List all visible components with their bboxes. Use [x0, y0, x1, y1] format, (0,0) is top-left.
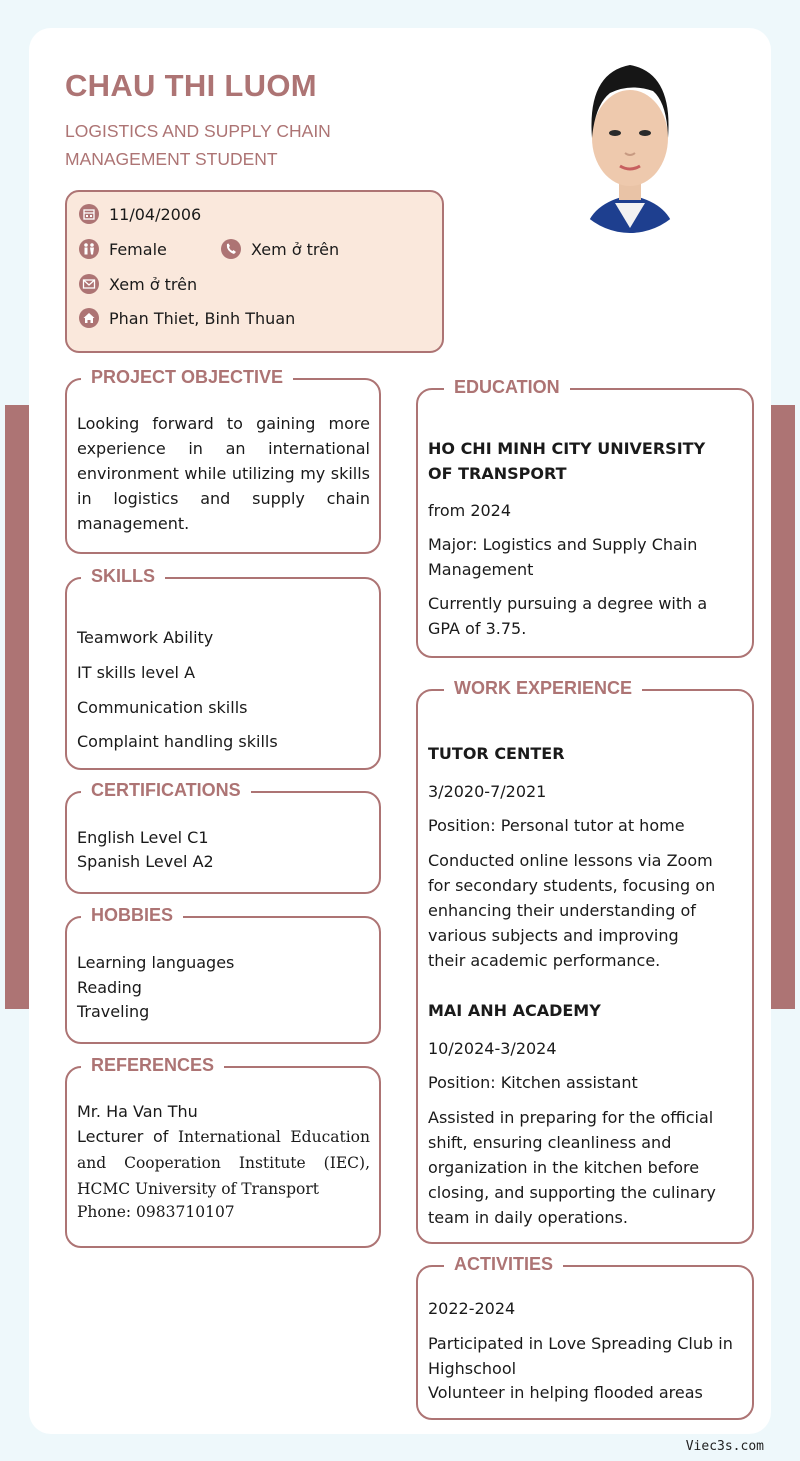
- gender-row: [79, 239, 167, 259]
- work-title: WORK EXPERIENCE: [444, 678, 642, 699]
- education-title: EDUCATION: [444, 377, 570, 398]
- education-note: Currently pursuing a degree with a GPA of 3.75.: [428, 594, 708, 638]
- job-company: TUTOR CENTER: [428, 744, 565, 763]
- job-position: Position: Personal tutor at home: [428, 816, 685, 835]
- email-value[interactable]: Xem ở trên: [109, 274, 198, 294]
- skills-title: SKILLS: [81, 566, 165, 587]
- job-period: 3/2020-7/2021: [428, 782, 547, 801]
- home-icon: [79, 308, 99, 328]
- education-school: HO CHI MINH CITY UNIVERSITY OF TRANSPORT: [428, 439, 706, 483]
- work-experience-section: [416, 678, 754, 1244]
- skill-item: Teamwork Ability: [77, 628, 214, 647]
- reference-name: Mr. Ha Van Thu: [77, 1102, 198, 1121]
- gender-icon: [79, 239, 99, 259]
- reference-organization: International Education and Cooperation Institute (IEC), HCMC University of Transport: [77, 1128, 370, 1198]
- hobby-item: Traveling: [77, 1002, 150, 1021]
- job-description: Conducted online lessons via Zoom for secondary students, focusing on enhancing their understanding of various subjects and improving their academic performance.: [428, 851, 716, 970]
- address-row: [79, 308, 295, 328]
- email-row: [79, 274, 197, 294]
- dob-value: 11/04/2006: [109, 204, 202, 224]
- job-description: Assisted in preparing for the official shift, ensuring cleanliness and organization in the kitchen before closing, and supporting the culinary team in daily operations.: [428, 1108, 716, 1227]
- certification-item: Spanish Level A2: [77, 852, 214, 871]
- job-title: LOGISTICS AND SUPPLY CHAIN MANAGEMENT STUDENT: [65, 121, 331, 169]
- candidate-name: CHAU THI LUOM: [65, 68, 317, 103]
- activity-item: Participated in Love Spreading Club in Highschool: [428, 1334, 733, 1378]
- skill-item: IT skills level A: [77, 663, 196, 682]
- job-company: MAI ANH ACADEMY: [428, 1001, 601, 1020]
- watermark: Viec3s.com: [685, 1439, 764, 1454]
- activities-section: [416, 1254, 754, 1420]
- phone-row: [221, 239, 339, 259]
- right-accent-band: [771, 405, 795, 1009]
- email-icon: [79, 274, 99, 294]
- calendar-icon: [79, 204, 99, 224]
- reference-role: [77, 1124, 370, 1202]
- education-period: from 2024: [428, 501, 512, 520]
- activity-item: Volunteer in helping flooded areas: [428, 1383, 703, 1402]
- reference-phone: Phone: 0983710107: [77, 1203, 235, 1221]
- references-title: REFERENCES: [81, 1055, 224, 1076]
- activities-title: ACTIVITIES: [444, 1254, 563, 1275]
- hobby-item: Learning languages: [77, 953, 235, 972]
- education-major: Major: Logistics and Supply Chain Management: [428, 535, 698, 579]
- skill-item: Complaint handling skills: [77, 732, 278, 751]
- profile-photo: [565, 43, 695, 233]
- objective-section: [65, 367, 381, 554]
- certifications-title: CERTIFICATIONS: [81, 780, 251, 801]
- objective-text: Looking forward to gaining more experience in an international environment while utilizing my skills in logistics and supply chain management.: [77, 414, 370, 533]
- job-position: Position: Kitchen assistant: [428, 1073, 638, 1092]
- job-period: 10/2024-3/2024: [428, 1039, 557, 1058]
- gender-value: Female: [109, 239, 167, 259]
- hobbies-title: HOBBIES: [81, 905, 183, 926]
- education-section: [416, 377, 754, 658]
- dob-row: [79, 204, 201, 224]
- certifications-section: [65, 780, 381, 894]
- address-value: Phan Thiet, Binh Thuan: [109, 308, 296, 328]
- skill-item: Communication skills: [77, 698, 248, 717]
- objective-title: PROJECT OBJECTIVE: [81, 367, 293, 388]
- left-accent-band: [5, 405, 29, 1009]
- reference-role-prefix: Lecturer of: [77, 1127, 169, 1146]
- certification-item: English Level C1: [77, 828, 209, 847]
- skills-section: [65, 566, 381, 770]
- phone-value[interactable]: Xem ở trên: [251, 239, 340, 259]
- hobbies-section: [65, 905, 381, 1044]
- contact-info-card: [65, 190, 444, 353]
- phone-icon: [221, 239, 241, 259]
- activity-period: 2022-2024: [428, 1299, 516, 1318]
- references-section: [65, 1055, 381, 1248]
- hobby-item: Reading: [77, 978, 142, 997]
